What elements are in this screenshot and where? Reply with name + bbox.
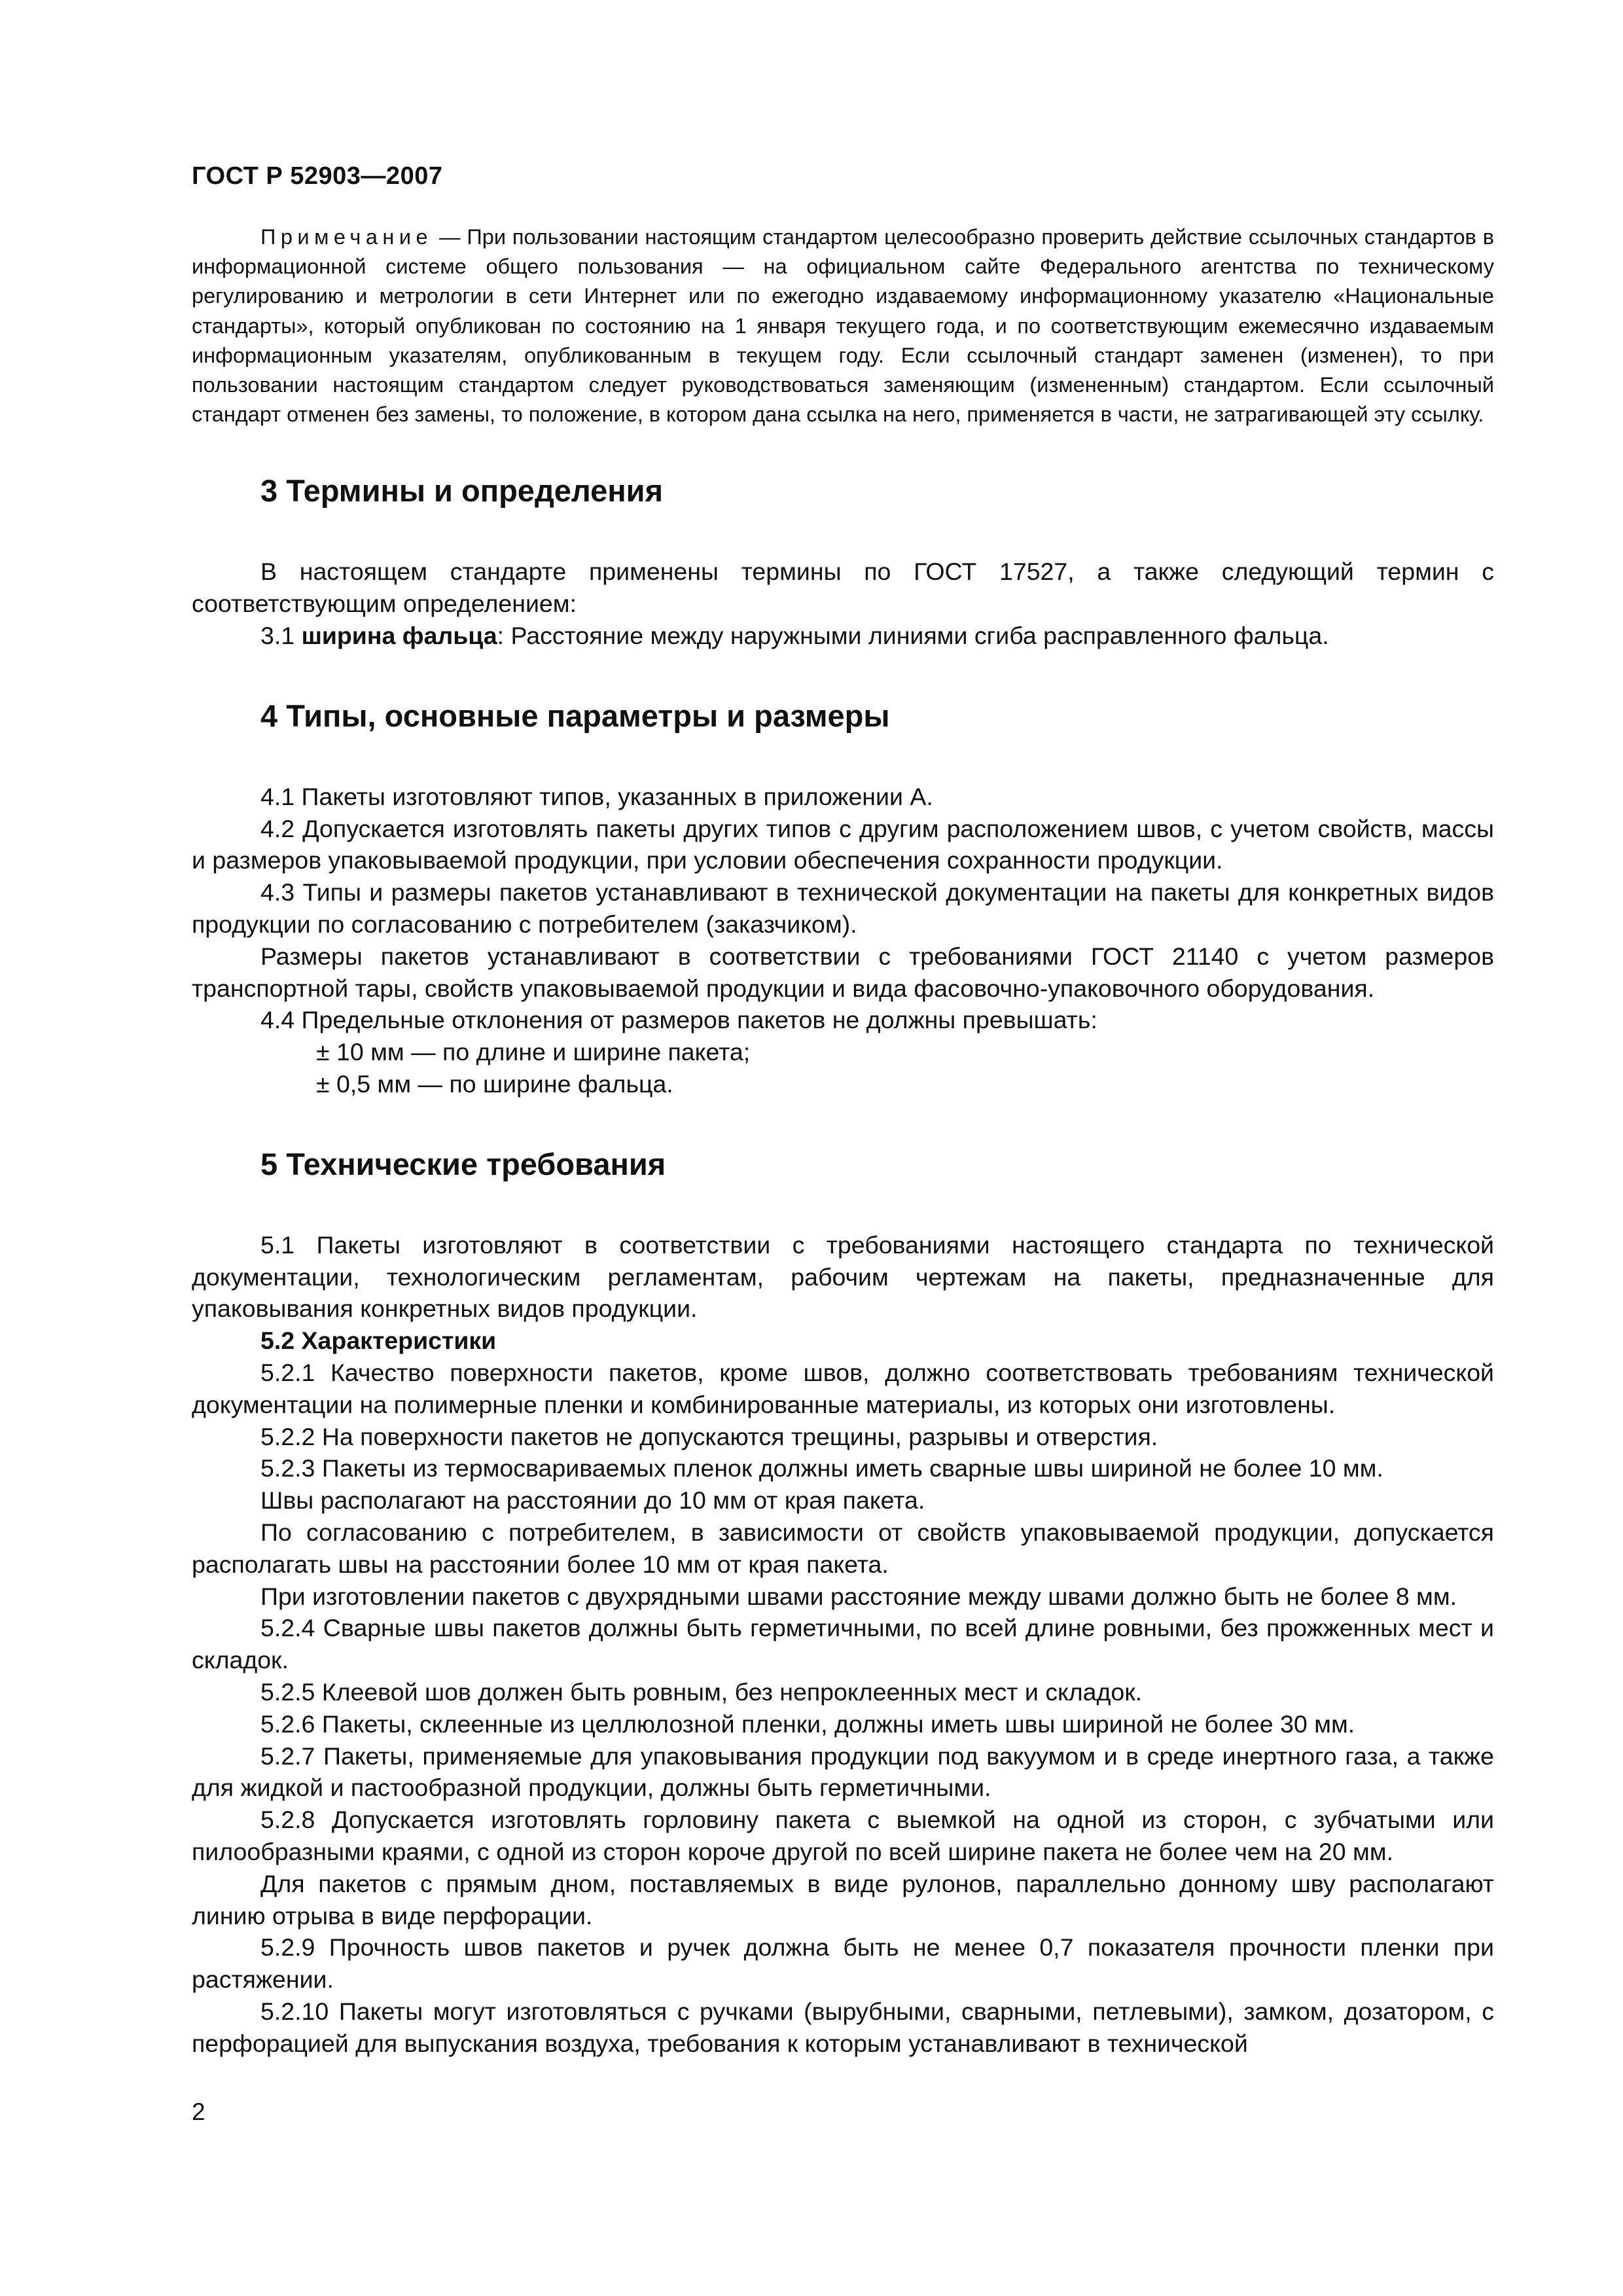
clause-5-2-3-agreement: По согласованию с потребителем, в зависимости от свойств упаковываемой продукции, допускается располагать швы на расстоянии более 10 мм от края пакета. <box>192 1518 1494 1578</box>
section-3-heading: 3 Термины и определения <box>260 473 663 509</box>
reference-note <box>192 223 1494 429</box>
clause-4-1: 4.1 Пакеты изготовляют типов, указанных в приложении А. <box>260 782 933 810</box>
term-definition <box>192 620 1494 652</box>
clause-5-2-7: 5.2.7 Пакеты, применяемые для упаковывания продукции под вакуумом и в среде инертного газа, а также для жидкой и пастообразной продукции, должны быть герметичными. <box>192 1742 1494 1802</box>
clause-5-2-5: 5.2.5 Клеевой шов должен быть ровным, без непроклеенных мест и складок. <box>260 1677 1143 1706</box>
clause-4-3: 4.3 Типы и размеры пакетов устанавливают в технической документации на пакеты для конкретных видов продукции по согласованию с потребителем (заказчиком). <box>192 878 1494 938</box>
section-4-heading: 4 Типы, основные параметры и размеры <box>260 698 890 733</box>
tolerance-fold-width: ± 0,5 мм — по ширине фальца. <box>316 1069 673 1098</box>
clause-5-2-10: 5.2.10 Пакеты могут изготовляться с ручками (вырубными, сварными, петлевыми), замком, дозатором, с перфорацией для выпускания воздуха, требования к которым устанавливают в технической <box>192 1997 1494 2057</box>
clause-5-2-8-rolls: Для пакетов с прямым дном, поставляемых в виде рулонов, параллельно донному шву располагают линию отрыва в виде перфорации. <box>192 1869 1494 1929</box>
clause-5-2-heading: 5.2 Характеристики <box>260 1327 497 1355</box>
note-text: — При пользовании настоящим стандартом целесообразно проверить действие ссылочных стандартов в информационной системе общего пользования — на официальном сайте Федерального агентства по техническому регулированию и метрологии в сети Интернет или по ежегодно издаваемому информационному указателю «Национальные стандарты», который опубликован по состоянию на 1 января текущего года, и по соответствующим ежемесячно издаваемым информационным указателям, опубликованным в текущем году. Если ссылочный стандарт заменен (изменен), то при пользовании настоящим стандартом следует руководствоваться заменяющим (измененным) стандартом. Если ссылочный стандарт отменен без замены, то положение, в котором дана ссылка на него, применяется в части, не затрагивающей эту ссылку. <box>192 225 1494 427</box>
page-content <box>192 223 1494 2060</box>
clause-5-1: 5.1 Пакеты изготовляют в соответствии с требованиями настоящего стандарта по технической документации, технологическим регламентам, рабочим чертежам на пакеты, предназначенные для упаковывания конкретных видов продукции. <box>192 1230 1494 1323</box>
clause-4-4: 4.4 Предельные отклонения от размеров пакетов не должны превышать: <box>260 1006 1097 1034</box>
note-label: Примечание <box>260 225 433 249</box>
clause-5-2-1: 5.2.1 Качество поверхности пакетов, кроме швов, должно соответствовать требованиям технической документации на полимерные пленки и комбинированные материалы, из которых они изготовлены. <box>192 1358 1494 1418</box>
term-name: ширина фальца <box>301 622 497 650</box>
term-number: 3.1 <box>260 622 302 650</box>
tolerance-length-width: ± 10 мм — по длине и ширине пакета; <box>316 1038 751 1066</box>
clause-5-2-2: 5.2.2 На поверхности пакетов не допускаются трещины, разрывы и отверстия. <box>260 1422 1158 1450</box>
clause-5-2-3-distance: Швы располагают на расстоянии до 10 мм от края пакета. <box>260 1486 925 1515</box>
term-definition-text: : Расстояние между наружными линиями сгиба расправленного фальца. <box>497 622 1329 650</box>
clause-5-2-3: 5.2.3 Пакеты из термосвариваемых пленок должны иметь сварные швы шириной не более 10 мм. <box>260 1454 1383 1482</box>
clause-4-3-sizes: Размеры пакетов устанавливают в соответствии с требованиями ГОСТ 21140 с учетом размеров транспортной тары, свойств упаковываемой продукции и вида фасовочно-упаковочного оборудования. <box>192 942 1494 1002</box>
document-header: ГОСТ Р 52903—2007 <box>192 162 443 190</box>
clause-4-2: 4.2 Допускается изготовлять пакеты других типов с другим расположением швов, с учетом свойств, массы и размеров упаковываемой продукции, при условии обеспечения сохранности продукции. <box>192 814 1494 874</box>
clause-5-2-3-double-seams: При изготовлении пакетов с двухрядными швами расстояние между швами должно быть не более 8 мм. <box>260 1582 1457 1610</box>
clause-5-2-8: 5.2.8 Допускается изготовлять горловину пакета с выемкой на одной из сторон, с зубчатыми или пилообразными краями, с одной из сторон короче другой по всей ширине пакета не более чем на 20 мм. <box>192 1806 1494 1865</box>
clause-5-2-6: 5.2.6 Пакеты, склеенные из целлюлозной пленки, должны иметь швы шириной не более 30 мм. <box>260 1710 1355 1738</box>
section-3-intro: В настоящем стандарте применены термины по ГОСТ 17527, а также следующий термин с соответствующим определением: <box>192 558 1494 618</box>
page-number: 2 <box>192 2098 205 2125</box>
clause-5-2-9: 5.2.9 Прочность швов пакетов и ручек должна быть не менее 0,7 показателя прочности пленки при растяжении. <box>192 1933 1494 1994</box>
section-5-heading: 5 Технические требования <box>260 1146 666 1181</box>
clause-5-2-4: 5.2.4 Сварные швы пакетов должны быть герметичными, по всей длине ровными, без прожженных мест и складок. <box>192 1614 1494 1674</box>
